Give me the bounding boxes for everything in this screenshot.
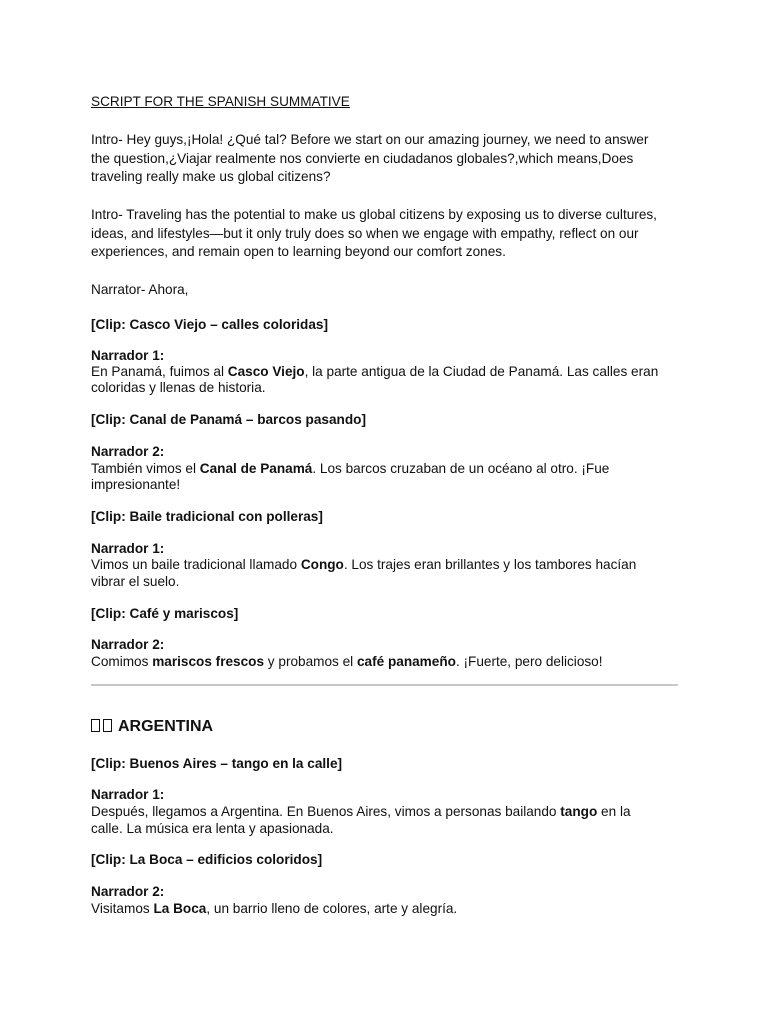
narration-text: También vimos el — [91, 461, 200, 476]
clip-heading: [Clip: Casco Viejo – calles coloridas] — [91, 317, 328, 332]
narrator-label: Narrador 1: — [91, 541, 165, 556]
narrator-line: Narrator- Ahora, — [91, 282, 189, 297]
intro-1-line-3: traveling really make us global citizens? — [91, 169, 331, 184]
narration-text: Visitamos — [91, 901, 154, 916]
narration-emphasis: mariscos frescos — [152, 654, 265, 669]
narration-text: En Panamá, fuimos al — [91, 364, 228, 379]
missing-glyph-icon — [91, 719, 100, 732]
narrator-label: Narrador 1: — [91, 787, 165, 802]
narration-text: en la — [597, 804, 631, 819]
narration-line: impresionante! — [91, 477, 181, 492]
narrator-label: Narrador 1: — [91, 348, 165, 363]
intro-2-line-3: experiences, and remain open to learning beyond our comfort zones. — [91, 244, 506, 259]
narration-emphasis: La Boca — [153, 901, 207, 916]
missing-glyph-icon — [103, 719, 112, 732]
intro-1-line-2: the question,¿Viajar realmente nos convierte en ciudadanos globales?,which means,Does — [91, 151, 634, 166]
narration-emphasis: Congo — [300, 557, 344, 572]
narrator-label: Narrador 2: — [91, 444, 165, 459]
narration-text: Comimos — [91, 654, 153, 669]
intro-1-line-1: Intro- Hey guys,¡Hola! ¿Qué tal? Before we start on our amazing journey, we need to answer — [91, 132, 649, 147]
intro-2-line-1: Intro- Traveling has the potential to make us global citizens by exposing us to diverse cultures, — [91, 207, 657, 222]
narration-emphasis: café panameño — [356, 654, 456, 669]
narration-text: , un barrio lleno de colores, arte y alegría. — [206, 901, 458, 916]
narration-line: coloridas y llenas de historia. — [91, 380, 266, 395]
narration-text: . Los trajes eran brillantes y los tambores hacían — [343, 557, 637, 572]
narration-line — [91, 803, 631, 820]
narration-line: calle. La música era lenta y apasionada. — [91, 821, 334, 836]
narration-text: , la parte antigua de la Ciudad de Panamá. Las calles eran — [304, 364, 659, 379]
narration-emphasis: Casco Viejo — [227, 364, 305, 379]
narration-line — [91, 363, 658, 380]
narration-text: Vimos un baile tradicional llamado — [91, 557, 301, 572]
intro-2-line-2: ideas, and lifestyles—but it only truly does so when we engage with empathy, reflect on our — [91, 226, 639, 241]
narration-line — [91, 556, 636, 573]
narrator-label: Narrador 2: — [91, 637, 165, 652]
clip-heading: [Clip: Buenos Aires – tango en la calle] — [91, 756, 343, 771]
clip-heading: [Clip: Café y mariscos] — [91, 606, 239, 621]
section-heading-text: ARGENTINA — [118, 718, 214, 735]
narration-line: vibrar el suelo. — [91, 574, 180, 589]
clip-heading: [Clip: Canal de Panamá – barcos pasando] — [91, 412, 366, 427]
narration-text: . ¡Fuerte, pero delicioso! — [455, 654, 603, 669]
narrator-label: Narrador 2: — [91, 884, 165, 899]
section-heading-argentina — [91, 718, 213, 735]
narration-emphasis: tango — [560, 804, 598, 819]
document-title: SCRIPT FOR THE SPANISH SUMMATIVE — [91, 94, 350, 109]
narration-line — [91, 460, 609, 477]
horizontal-divider — [91, 684, 678, 686]
narration-text: Después, llegamos a Argentina. En Buenos Aires, vimos a personas bailando — [91, 804, 561, 819]
narration-line — [91, 653, 603, 670]
clip-heading: [Clip: La Boca – edificios coloridos] — [91, 852, 323, 867]
narration-text: . Los barcos cruzaban de un océano al otro. ¡Fue — [312, 461, 610, 476]
clip-heading: [Clip: Baile tradicional con polleras] — [91, 509, 323, 524]
narration-line — [91, 900, 457, 917]
narration-text: y probamos el — [264, 654, 357, 669]
narration-emphasis: Canal de Panamá — [199, 461, 313, 476]
